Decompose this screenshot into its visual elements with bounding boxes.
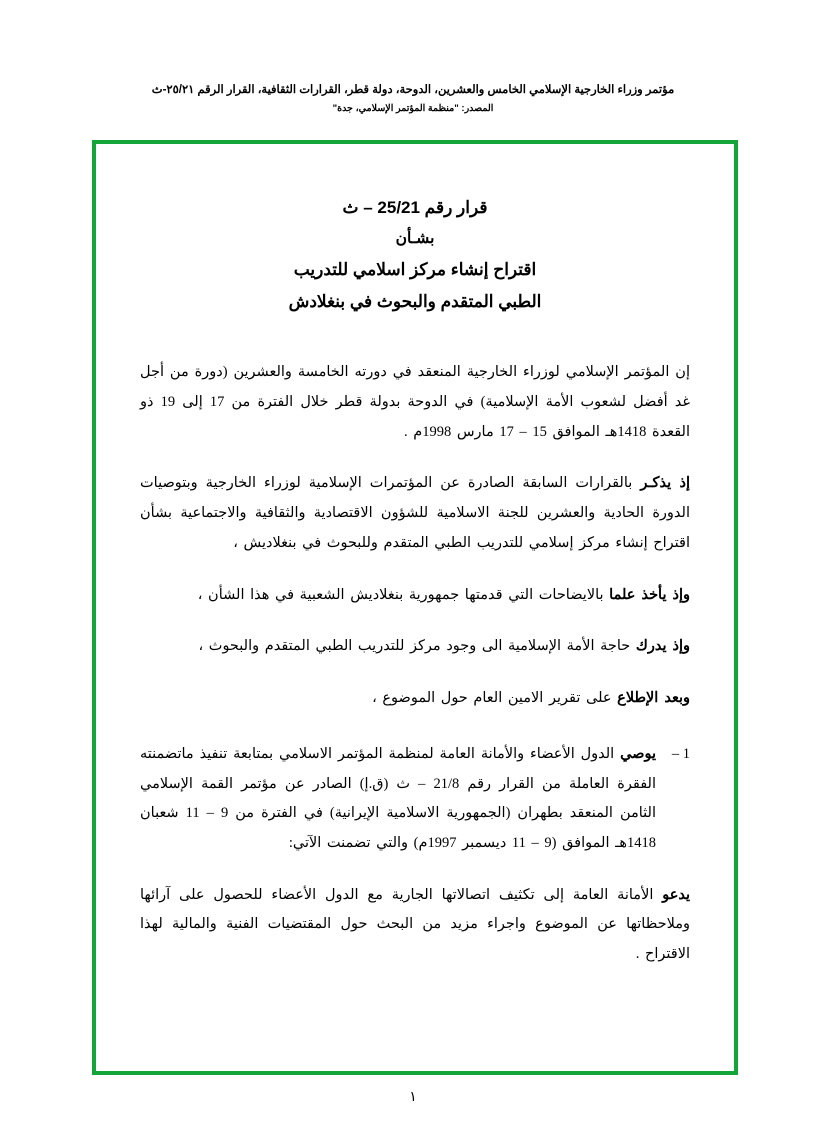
paragraph-realizing-text: حاجة الأمة الإسلامية الى وجود مركز للتدريب الطبي المتقدم والبحوث ، bbox=[198, 638, 631, 655]
operative-item-1-marker: 1 – bbox=[671, 745, 690, 762]
header-source-line: المصدر: "منظمة المؤتمر الإسلامي، جدة" bbox=[332, 103, 494, 115]
document-header bbox=[0, 82, 826, 114]
paragraph-realizing bbox=[140, 632, 690, 662]
operative-item-1-text: الدول الأعضاء والأمانة العامة لمنظمة المؤتمر الاسلامي بمتابعة تنفيذ ماتضمنته الفقرة العاملة من القرار رقم 21/8 – ث (ق.إ) الصادر عن مؤتمر القمة الإسلامي الثامن المنعقد بطهران (الجمهورية الاسلامية الإيرانية) في الفترة من 9 – 11 شعبان 1418هـ الموافق (9 – 11 ديسمبر 1997م) والتي تضمنت الآتي: bbox=[140, 745, 656, 851]
resolution-number: قرار رقم 25/21 – ث bbox=[342, 198, 488, 217]
paragraph-calls-upon bbox=[140, 881, 690, 970]
operative-item-1-body bbox=[140, 740, 656, 859]
paragraph-calls-upon-lead: يدعو bbox=[662, 886, 691, 903]
header-conference-line: مؤتمر وزراء الخارجية الإسلامي الخامس والعشرين، الدوحة، دولة قطر، القرارات الثقافية، القرار الرقم ٢٥/٢١-ث bbox=[151, 84, 675, 96]
paragraph-having-considered-lead: وبعد الإطلاع bbox=[617, 690, 690, 707]
resolution-title-line-1: اقتراح إنشاء مركز اسلامي للتدريب bbox=[293, 259, 537, 279]
resolution-title-line-2: الطبي المتقدم والبحوث في بنغلادش bbox=[288, 292, 542, 312]
paragraph-recalling bbox=[140, 469, 690, 558]
paragraph-taking-note bbox=[140, 581, 690, 611]
paragraph-realizing-lead: وإذ يدرك bbox=[635, 638, 690, 655]
paragraph-recalling-lead: إذ يذكـر bbox=[640, 475, 691, 492]
paragraph-preamble: إن المؤتمر الإسلامي لوزراء الخارجية المنعقد في دورته الخامسة والعشرين (دورة من أجل غد أفضل لشعوب الأمة الإسلامية) في الدوحة بدولة قطر خلال الفترة من 17 إلى 19 ذو القعدة 1418هـ الموافق 15 – 17 مارس 1998م . bbox=[140, 364, 690, 440]
operative-item-1-lead: يوصي bbox=[620, 745, 657, 762]
operative-item-1 bbox=[140, 740, 690, 859]
document-content bbox=[96, 144, 734, 990]
page-number: ١ bbox=[409, 1090, 417, 1105]
green-border-frame bbox=[92, 140, 738, 1075]
paragraph-calls-upon-text: الأمانة العامة إلى تكثيف اتصالاتها الجارية مع الدول الأعضاء للحصول على آرائها وملاحظاتها عن الموضوع واجراء مزيد من البحث حول المقتضيات الفنية والمالية لهذا الاقتراح . bbox=[140, 886, 690, 963]
resolution-about-label: بشـأن bbox=[395, 230, 435, 248]
paragraph-having-considered-text: على تقرير الامين العام حول الموضوع ، bbox=[372, 690, 612, 707]
paragraph-taking-note-text: بالايضاحات التي قدمتها جمهورية بنغلاديش الشعبية في هذا الشأن ، bbox=[197, 586, 604, 603]
paragraph-recalling-text: بالقرارات السابقة الصادرة عن المؤتمرات الإسلامية لوزراء الخارجية وبتوصيات الدورة الحادية والعشرين للجنة الاسلامية للشؤون الاقتصادية والثقافية والاجتماعية بشأن اقتراح إنشاء مركز إسلامي للتدريب الطبي المتقدم وللبحوث في بنغلاديش ، bbox=[140, 475, 690, 551]
paragraph-taking-note-lead: وإذ يأخذ علما bbox=[609, 586, 690, 603]
paragraph-having-considered bbox=[140, 684, 690, 714]
title-block bbox=[140, 192, 690, 318]
